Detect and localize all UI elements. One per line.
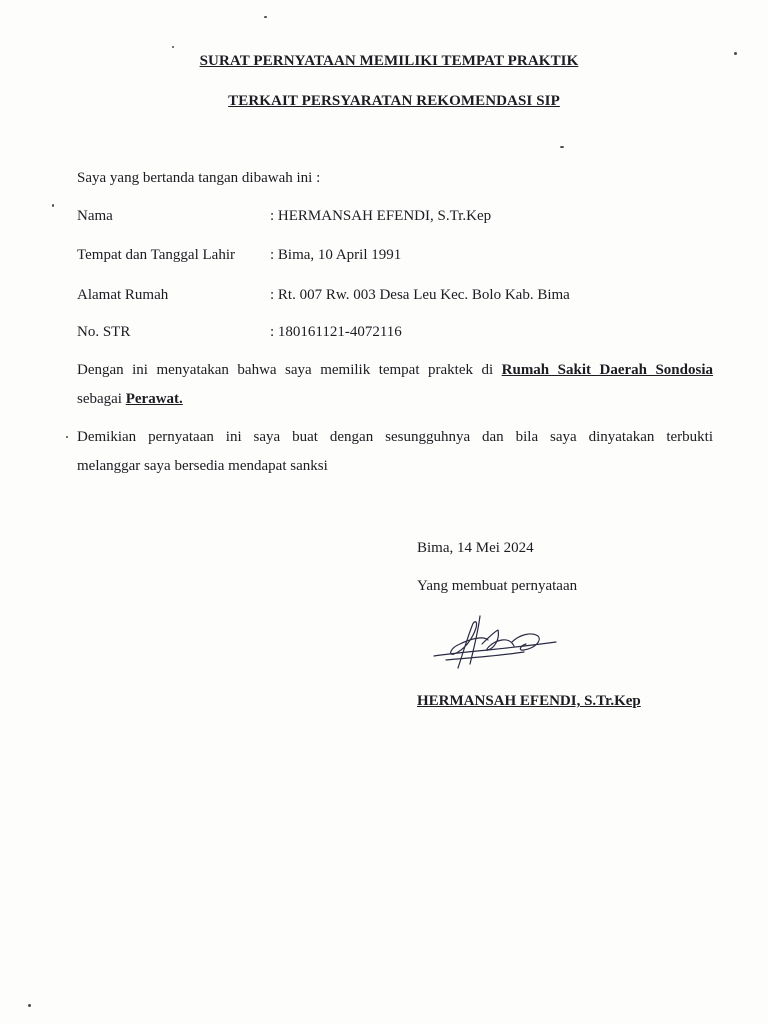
field-value-birth: : Bima, 10 April 1991: [270, 247, 402, 263]
scan-speck: [264, 16, 267, 18]
document-title: SURAT PERNYATAAN MEMILIKI TEMPAT PRAKTIK: [199, 53, 579, 69]
handwritten-signature: [428, 612, 560, 672]
practice-place: Rumah Sakit Daerah Sondosia: [501, 362, 713, 378]
closing-paragraph: [77, 423, 713, 481]
field-label-name: Nama: [77, 208, 113, 224]
statement-line-1: [77, 356, 713, 385]
statement-line-2: [77, 391, 183, 407]
practice-role: Perawat.: [125, 391, 183, 407]
signer-name: HERMANSAH EFENDI, S.Tr.Kep: [417, 693, 641, 709]
field-value-str: : 180161121-4072116: [270, 324, 402, 340]
scan-speck: [172, 46, 174, 48]
field-label-address: Alamat Rumah: [77, 287, 169, 303]
document-subtitle: TERKAIT PERSYARATAN REKOMENDASI SIP: [228, 93, 560, 109]
field-label-str: No. STR: [77, 324, 131, 340]
closing-line-2: melanggar saya bersedia mendapat sanksi: [77, 458, 328, 474]
scan-speck: [28, 1004, 31, 1007]
scan-speck: [560, 146, 564, 148]
field-value-address: : Rt. 007 Rw. 003 Desa Leu Kec. Bolo Kab. Bima: [270, 287, 570, 303]
scan-speck: [734, 52, 737, 55]
statement-prefix: Dengan ini menyatakan bahwa saya memilik tempat praktek di: [77, 362, 494, 378]
scan-speck: [52, 204, 54, 207]
closing-line-1: Demikian pernyataan ini saya buat dengan sesungguhnya dan bila saya dinyatakan terbukti: [77, 429, 713, 445]
scan-speck: [66, 436, 68, 438]
maker-label: Yang membuat pernyataan: [417, 578, 578, 594]
place-date: Bima, 14 Mei 2024: [417, 540, 534, 556]
statement-role-prefix: sebagai: [77, 391, 122, 407]
field-label-birth: Tempat dan Tanggal Lahir: [77, 247, 235, 263]
field-value-name: : HERMANSAH EFENDI, S.Tr.Kep: [270, 208, 492, 224]
intro-text: Saya yang bertanda tangan dibawah ini :: [77, 170, 321, 186]
statement-paragraph: [77, 356, 713, 414]
